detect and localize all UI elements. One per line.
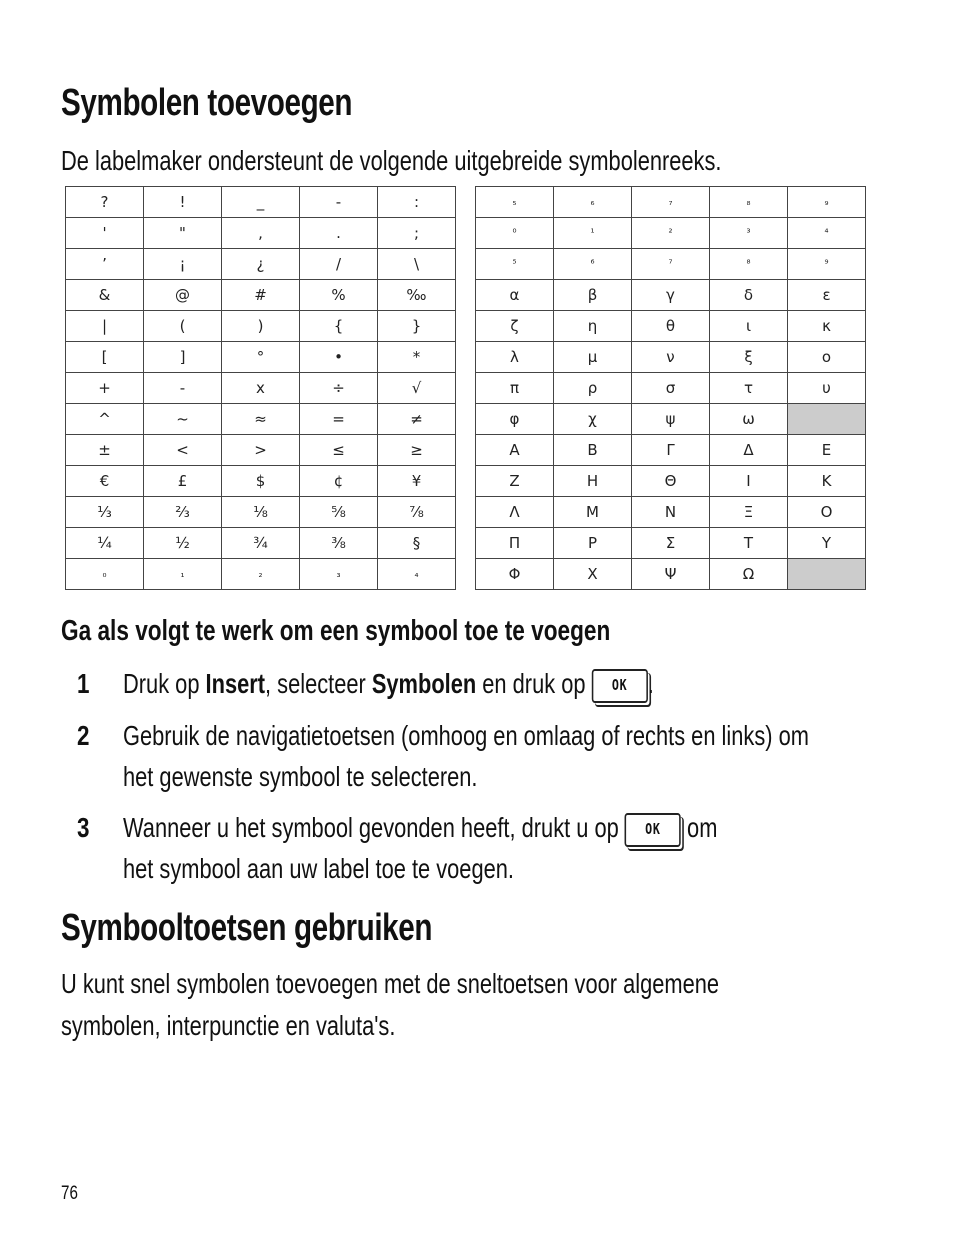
symbol-cell: • (300, 342, 378, 373)
table-row (476, 187, 866, 218)
symbol-cell: § (378, 528, 456, 559)
symbol-cell: Ξ (710, 497, 788, 528)
table-row (476, 559, 866, 590)
symbol-cell: € (66, 466, 144, 497)
ok-key-icon: OK (592, 669, 648, 703)
symbol-cell: ≤ (300, 435, 378, 466)
table-row (66, 218, 456, 249)
table-row (66, 342, 456, 373)
symbol-cell: ₅ (476, 187, 554, 218)
symbol-cell: ψ (632, 404, 710, 435)
symbol-cell: ₆ (554, 187, 632, 218)
symbol-cell: ρ (554, 373, 632, 404)
table-row (66, 404, 456, 435)
symbol-cell: ! (144, 187, 222, 218)
table-row (66, 187, 456, 218)
symbol-cell: ¢ (300, 466, 378, 497)
table-row (66, 373, 456, 404)
table-row (66, 249, 456, 280)
table-row (66, 528, 456, 559)
symbol-cell: £ (144, 466, 222, 497)
symbol-cell: Χ (554, 559, 632, 590)
symbol-cell: β (554, 280, 632, 311)
intro-text: De labelmaker ondersteunt de volgende uitgebreide symbolenreeks. (61, 145, 722, 176)
symbol-cell: ¹ (554, 218, 632, 249)
symbol-cell: ? (66, 187, 144, 218)
symbol-cell: { (300, 311, 378, 342)
symbol-cell: ⁵ (476, 249, 554, 280)
symbol-cell: < (144, 435, 222, 466)
symbol-cell: ≥ (378, 435, 456, 466)
symbol-cell: Α (476, 435, 554, 466)
symbol-cell: - (300, 187, 378, 218)
symbol-cell: ° (222, 342, 300, 373)
symbol-cell: = (300, 404, 378, 435)
table-row (66, 311, 456, 342)
insert-keyword: Insert (205, 668, 266, 699)
symbol-cell: π (476, 373, 554, 404)
symbol-cell: λ (476, 342, 554, 373)
table-row (66, 466, 456, 497)
symbol-cell: θ (632, 311, 710, 342)
symbol-cell: > (222, 435, 300, 466)
symbol-cell: Ρ (554, 528, 632, 559)
table-row (476, 311, 866, 342)
symbol-cell: ₀ (66, 559, 144, 590)
symbol-cell: Ο (788, 497, 866, 528)
symbol-cell: δ (710, 280, 788, 311)
symbol-cell: ⁰ (476, 218, 554, 249)
symbol-cell: Ν (632, 497, 710, 528)
symbol-cell: η (554, 311, 632, 342)
step-number: 1 (77, 668, 90, 699)
symbol-cell: ÷ (300, 373, 378, 404)
symbolen-keyword: Symbolen (371, 668, 477, 699)
symbol-cell: ² (632, 218, 710, 249)
symbol-cell: √ (378, 373, 456, 404)
symbol-cell (788, 404, 866, 435)
symbol-cell: ; (378, 218, 456, 249)
symbol-cell: ¿ (222, 249, 300, 280)
table-row (476, 497, 866, 528)
table-row (476, 466, 866, 497)
symbol-cell: γ (632, 280, 710, 311)
table-row (476, 342, 866, 373)
symbol-cell: ³ (710, 218, 788, 249)
symbol-cell: κ (788, 311, 866, 342)
symbol-cell: ¼ (66, 528, 144, 559)
symbol-cell: ⅝ (300, 497, 378, 528)
symbol-cell: ~ (144, 404, 222, 435)
symbol-cell: ₉ (788, 187, 866, 218)
symbol-cell: Η (554, 466, 632, 497)
symbol-cell: Ψ (632, 559, 710, 590)
symbol-cell: ) (222, 311, 300, 342)
step-number: 2 (77, 720, 90, 751)
symbol-cell: ξ (710, 342, 788, 373)
section-text-line1: U kunt snel symbolen toevoegen met de sneltoetsen voor algemene (61, 968, 720, 999)
symbol-cell: ι (710, 311, 788, 342)
symbol-cell: ¥ (378, 466, 456, 497)
table-row (476, 404, 866, 435)
symbol-cell: Κ (788, 466, 866, 497)
symbol-cell: Ω (710, 559, 788, 590)
symbol-cell: , (222, 218, 300, 249)
symbol-cell: ½ (144, 528, 222, 559)
instructions-heading: Ga als volgt te werk om een symbool toe te voegen (61, 615, 611, 647)
symbol-cell: + (66, 373, 144, 404)
symbol-cell: ₂ (222, 559, 300, 590)
symbol-cell: ⅞ (378, 497, 456, 528)
symbol-cell: μ (554, 342, 632, 373)
symbol-cell: \ (378, 249, 456, 280)
symbol-cell: Ε (788, 435, 866, 466)
table-row (66, 280, 456, 311)
step-text-line1: Wanneer u het symbool gevonden heeft, drukt u op OK om (123, 812, 717, 847)
symbol-cell: . (300, 218, 378, 249)
table-row (66, 559, 456, 590)
symbol-cell: σ (632, 373, 710, 404)
symbol-cell: % (300, 280, 378, 311)
symbol-cell: : (378, 187, 456, 218)
symbol-cell: ₈ (710, 187, 788, 218)
symbol-cell: ₃ (300, 559, 378, 590)
table-row (476, 249, 866, 280)
symbol-cell: ₇ (632, 187, 710, 218)
symbol-cell: ⅔ (144, 497, 222, 528)
table-row (476, 373, 866, 404)
symbol-cell: @ (144, 280, 222, 311)
step-text-line2: het symbool aan uw label toe te voegen. (123, 853, 514, 884)
step-text-line2: het gewenste symbool te selecteren. (123, 761, 478, 792)
symbol-cell: χ (554, 404, 632, 435)
table-row (476, 218, 866, 249)
symbol-cell: ] (144, 342, 222, 373)
symbol-cell: x (222, 373, 300, 404)
step-text: Druk op Insert, selecteer Symbolen en druk op OK . (123, 668, 654, 703)
symbol-cell: ’ (66, 249, 144, 280)
symbol-cell: Σ (632, 528, 710, 559)
symbol-cell: Υ (788, 528, 866, 559)
ok-key-icon: OK (625, 813, 681, 847)
symbols-table-right (475, 186, 866, 590)
symbol-cell: | (66, 311, 144, 342)
symbol-cell: Θ (632, 466, 710, 497)
symbol-cell: ν (632, 342, 710, 373)
symbol-cell: Γ (632, 435, 710, 466)
symbol-cell: ε (788, 280, 866, 311)
page-number: 76 (61, 1183, 78, 1204)
table-row (476, 280, 866, 311)
table-row (66, 497, 456, 528)
symbol-cell: Δ (710, 435, 788, 466)
table-row (66, 435, 456, 466)
table-row (476, 435, 866, 466)
symbol-cell: υ (788, 373, 866, 404)
symbol-cell: ₁ (144, 559, 222, 590)
symbol-cell: ± (66, 435, 144, 466)
symbol-cell: Ζ (476, 466, 554, 497)
symbol-cell: ⁸ (710, 249, 788, 280)
symbol-cell: Τ (710, 528, 788, 559)
symbol-cell: ⁴ (788, 218, 866, 249)
symbol-cell: " (144, 218, 222, 249)
symbol-cell: & (66, 280, 144, 311)
symbol-cell: ( (144, 311, 222, 342)
symbol-cell: _ (222, 187, 300, 218)
symbols-table-left (65, 186, 456, 590)
symbol-cell: Π (476, 528, 554, 559)
section-text-line2: symbolen, interpunctie en valuta's. (61, 1010, 396, 1041)
symbol-cell: ⅜ (300, 528, 378, 559)
symbol-cell: ≈ (222, 404, 300, 435)
symbol-cell: ω (710, 404, 788, 435)
symbol-cell: ' (66, 218, 144, 249)
symbol-cell: ¡ (144, 249, 222, 280)
symbol-cell: Ι (710, 466, 788, 497)
symbol-cell: Λ (476, 497, 554, 528)
symbol-cell: ζ (476, 311, 554, 342)
symbol-cell: α (476, 280, 554, 311)
symbol-cell: ≠ (378, 404, 456, 435)
symbol-cell: } (378, 311, 456, 342)
step-number: 3 (77, 812, 90, 843)
table-row (476, 528, 866, 559)
symbol-cell: ‰ (378, 280, 456, 311)
symbol-cell: ¾ (222, 528, 300, 559)
symbol-cell: ⅓ (66, 497, 144, 528)
symbol-cell: ⁶ (554, 249, 632, 280)
symbol-cell: ο (788, 342, 866, 373)
symbol-cell: Μ (554, 497, 632, 528)
symbol-cell: Β (554, 435, 632, 466)
symbol-cell: ⅛ (222, 497, 300, 528)
symbol-cell: $ (222, 466, 300, 497)
symbol-cell: / (300, 249, 378, 280)
symbol-cell: Φ (476, 559, 554, 590)
symbol-cell: * (378, 342, 456, 373)
symbol-cell: φ (476, 404, 554, 435)
symbol-cell: ⁹ (788, 249, 866, 280)
symbol-cell: # (222, 280, 300, 311)
symbol-cell: - (144, 373, 222, 404)
symbol-cell: [ (66, 342, 144, 373)
symbol-cell: τ (710, 373, 788, 404)
symbol-cell: ^ (66, 404, 144, 435)
symbol-cell: ⁷ (632, 249, 710, 280)
page-title: Symbolen toevoegen (61, 82, 353, 124)
symbol-cell: ₄ (378, 559, 456, 590)
symbol-cell (788, 559, 866, 590)
step-text-line1: Gebruik de navigatietoetsen (omhoog en omlaag of rechts en links) om (123, 720, 809, 751)
section-title: Symbooltoetsen gebruiken (61, 907, 433, 949)
